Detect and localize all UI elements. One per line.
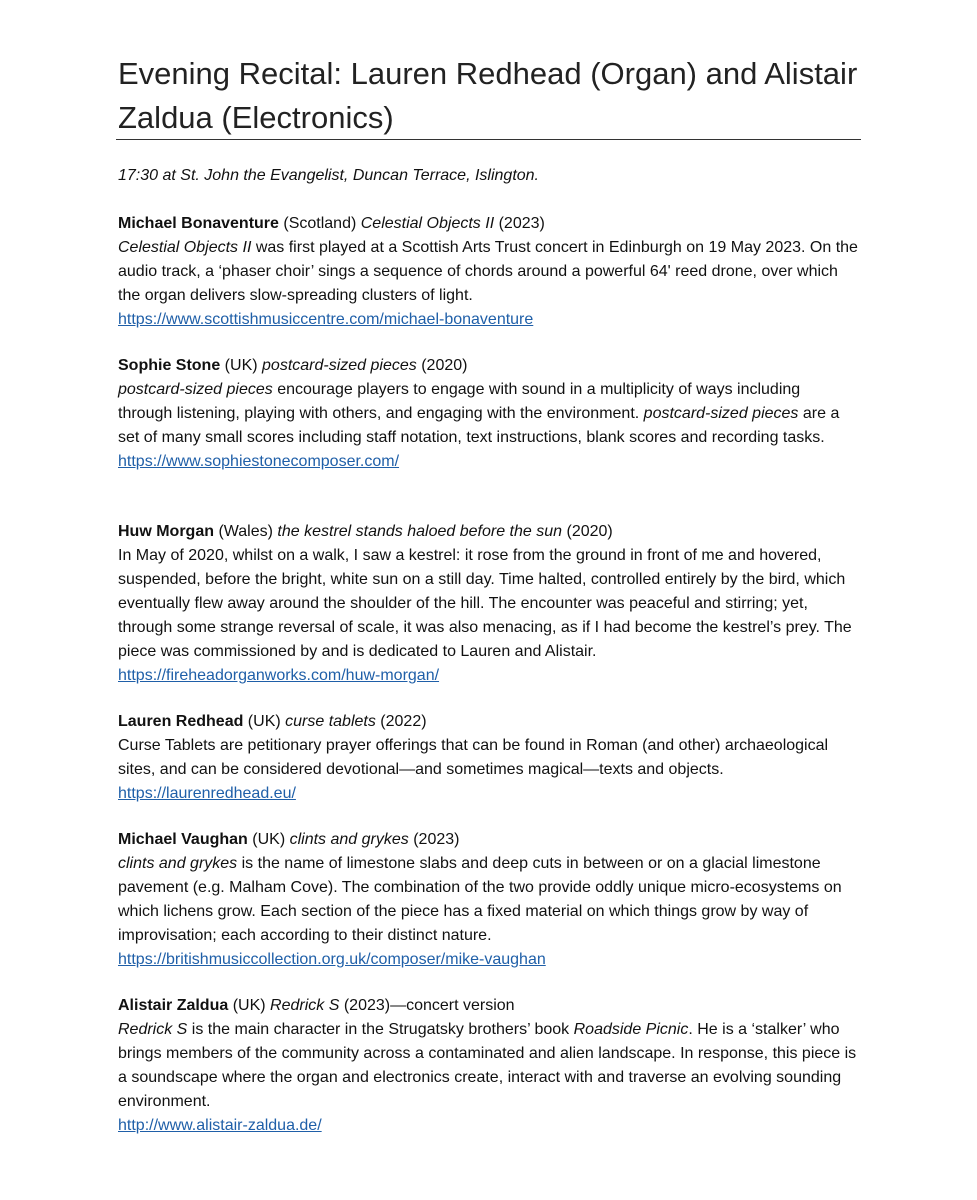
entry-description: Celestial Objects II was first played at a Scottish Arts Trust concert in Edinburgh on 19 May 2023. On the audio track, a ‘phaser choir’ sings a sequence of chords around a powerful 64' reed drone, over which the organ delivers slow-spreading clusters of light.: [118, 239, 858, 304]
work-title: Redrick S: [270, 997, 340, 1014]
composer-link[interactable]: https://fireheadorganworks.com/huw-morgan/: [118, 667, 440, 684]
work-title: Celestial Objects II: [360, 215, 495, 232]
program-entry-stone: [118, 354, 858, 474]
composer-link[interactable]: https://www.sophiestonecomposer.com/: [118, 453, 400, 470]
entry-description: In May of 2020, whilst on a walk, I saw a kestrel: it rose from the ground in front of me and hovered, suspended, before the bright, white sun on a still day. Time halted, controlled entirely by the bird, which eventually flew away around the shoulder of the hill. The encounter was peaceful and stirring; yet, through some strange reversal of scale, it was also menacing, as if I had become the kestrel’s prey. The piece was commissioned by and is dedicated to Lauren and Alistair.: [118, 547, 852, 660]
desc-work-title: Redrick S: [118, 1021, 188, 1038]
composer-link[interactable]: http://www.alistair-zaldua.de/: [118, 1117, 322, 1134]
work-title: clints and grykes: [289, 831, 409, 848]
entry-heading: [118, 212, 858, 236]
work-title: curse tablets: [285, 713, 376, 730]
program-entry-morgan: [118, 520, 858, 688]
composer-link[interactable]: https://laurenredhead.eu/: [118, 785, 296, 802]
program-entry-zaldua: [118, 994, 858, 1138]
program-entry-redhead: [118, 710, 858, 806]
work-year: (2023)—concert version: [339, 997, 515, 1014]
entry-heading: [118, 828, 858, 852]
entry-description: clints and grykes is the name of limestone slabs and deep cuts in between or on a glacial limestone pavement (e.g. Malham Cove). The combination of the two provide oddly unique micro-ecosystems on which lichens grow. Each section of the piece has a fixed material on which things grow by way of improvisation; each according to their distinct nature.: [118, 855, 842, 944]
entry-description: Curse Tablets are petitionary prayer offerings that can be found in Roman (and other) archaeological sites, and can be considered devotional—and sometimes magical—texts and objects.: [118, 737, 829, 778]
composer-name: Huw Morgan: [118, 523, 214, 540]
composer-country: (UK): [243, 713, 286, 730]
desc-book-title: Roadside Picnic: [573, 1021, 689, 1038]
program-entry-vaughan: [118, 828, 858, 972]
work-title: the kestrel stands haloed before the sun: [277, 523, 563, 540]
desc-work-title: clints and grykes: [118, 855, 238, 872]
composer-name: Michael Bonaventure: [118, 215, 279, 232]
entry-heading: [118, 994, 858, 1018]
entry-heading: [118, 520, 858, 544]
composer-country: (UK): [220, 357, 263, 374]
composer-name: Michael Vaughan: [118, 831, 248, 848]
page-title: Evening Recital: Lauren Redhead (Organ) and Alistair Zaldua (Electronics): [118, 56, 858, 135]
entry-description: Redrick S is the main character in the Strugatsky brothers’ book Roadside Picnic. He is a ‘stalker’ who brings members of the community across a contaminated and alien landscape. In response, this piece is a soundscape where the organ and electronics create, interact with and traverse an evolving sounding environment.: [118, 1021, 857, 1110]
desc-work-title: postcard-sized pieces: [643, 405, 799, 422]
work-title: postcard-sized pieces: [262, 357, 417, 374]
composer-link[interactable]: https://www.scottishmusiccentre.com/michael-bonaventure: [118, 311, 534, 328]
composer-country: (UK): [247, 831, 290, 848]
composer-name: Lauren Redhead: [118, 713, 244, 730]
work-year: (2023): [494, 215, 545, 232]
work-year: (2020): [562, 523, 613, 540]
desc-work-title: Celestial Objects II: [118, 239, 252, 256]
composer-link[interactable]: https://britishmusiccollection.org.uk/composer/mike-vaughan: [118, 951, 546, 968]
composer-country: (Scotland): [278, 215, 361, 232]
composer-name: Alistair Zaldua: [118, 997, 229, 1014]
program-entry-bonaventure: [118, 212, 858, 332]
work-year: (2020): [416, 357, 468, 374]
entry-heading: [118, 710, 858, 734]
composer-country: (UK): [228, 997, 271, 1014]
work-year: (2022): [375, 713, 427, 730]
composer-name: Sophie Stone: [118, 357, 221, 374]
composer-country: (Wales): [214, 523, 278, 540]
title-divider: [116, 139, 861, 140]
entry-heading: [118, 354, 858, 378]
desc-work-title: postcard-sized pieces: [118, 381, 273, 398]
entry-description: postcard-sized pieces encourage players to engage with sound in a multiplicity of ways including through listening, playing with others, and engaging with the environment. postcard-sized pieces are a set of many small scores including staff notation, text instructions, blank scores and recording tasks.: [118, 381, 840, 446]
venue-line: 17:30 at St. John the Evangelist, Duncan Terrace, Islington.: [118, 167, 539, 184]
work-year: (2023): [408, 831, 460, 848]
